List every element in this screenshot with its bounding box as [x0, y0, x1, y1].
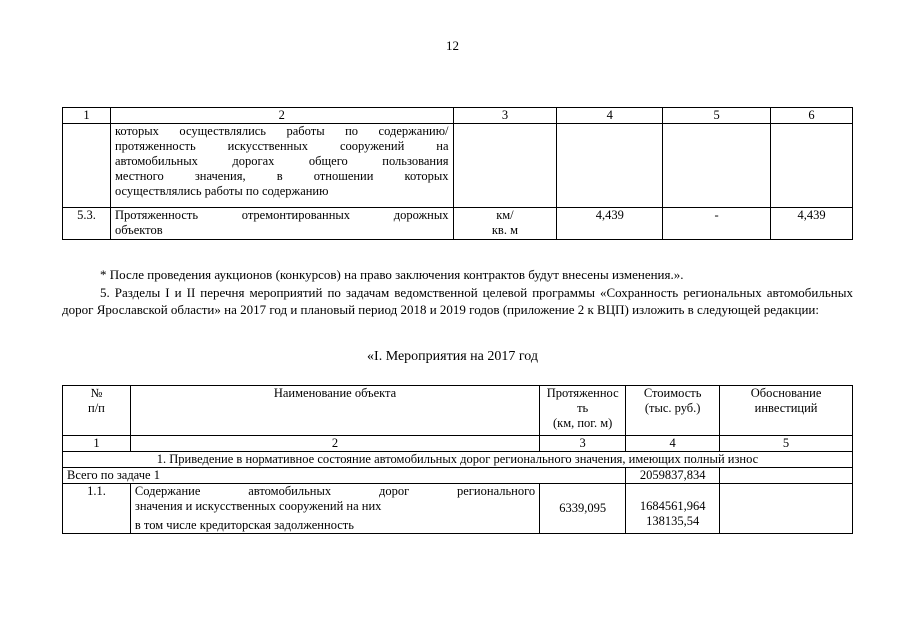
cost-cell — [626, 484, 720, 534]
header-cell: Протяженнос ть (км, пог. м) — [540, 386, 626, 436]
header-cell: 6 — [771, 108, 853, 124]
column-number: 3 — [540, 436, 626, 452]
unit-cell: км/ кв. м — [453, 208, 557, 240]
task-title-row — [63, 452, 853, 468]
indicators-table — [62, 107, 853, 240]
table-header-row — [63, 386, 853, 436]
column-number: 4 — [626, 436, 720, 452]
header-cell: Обоснование инвестиций — [720, 386, 853, 436]
header-cell: № п/п — [63, 386, 131, 436]
debt-value: 138135,54 — [646, 513, 700, 528]
text-line: осуществлялись работы по содержанию — [114, 184, 329, 198]
column-number: 2 — [130, 436, 539, 452]
row-number: 5.3. — [63, 208, 111, 240]
value-cell: 4,439 — [771, 208, 853, 240]
total-label: Всего по задаче 1 — [63, 468, 626, 484]
row-number: 1.1. — [63, 484, 131, 534]
continuation-text — [110, 124, 453, 208]
text-line: которых осуществлялись работы по содержанию/ — [114, 124, 449, 138]
value-cell: - — [663, 208, 771, 240]
value-cell: 4,439 — [557, 208, 663, 240]
header-cell: Наименование объекта — [130, 386, 539, 436]
column-number-row — [63, 436, 853, 452]
header-cell: 5 — [663, 108, 771, 124]
measures-table — [62, 385, 853, 534]
table-header-row — [63, 108, 853, 124]
table-row — [63, 208, 853, 240]
header-cell: 2 — [110, 108, 453, 124]
cost-value: 1684561,964 — [639, 498, 706, 513]
table-row — [63, 124, 853, 208]
header-cell: Стоимость (тыс. руб.) — [626, 386, 720, 436]
table-row — [63, 484, 853, 534]
text-line: протяженность искусственных сооружений на — [114, 139, 449, 153]
object-name: Содержание автомобильных дорог регионального значения и искусственных сооружений на них в том числе кредиторская задолженность — [130, 484, 539, 534]
header-cell: 3 — [453, 108, 557, 124]
column-number: 5 — [720, 436, 853, 452]
text-line: местного значения, в отношении которых — [114, 169, 449, 183]
header-cell: 4 — [557, 108, 663, 124]
text-line: автомобильных дорогах общего пользования — [114, 154, 449, 168]
total-cost: 2059837,834 — [626, 468, 720, 484]
section-title: «I. Мероприятия на 2017 год — [367, 349, 538, 364]
amendment-paragraph: 5. Разделы I и II перечня мероприятий по задачам ведомственной целевой программы «Сохранность региональных автомобильных дорог Ярославской области» на 2017 год и плановый период 2018 и 2019 годов (приложение 2 к ВЦП) изложить в следующей редакции: — [62, 285, 853, 317]
task-title: 1. Приведение в нормативное состояние автомобильных дорог регионального значения, имеющих полный износ — [63, 452, 853, 468]
footnote: * После проведения аукционов (конкурсов) на право заключения контрактов будут внесены изменения.». — [100, 267, 684, 282]
page-number: 12 — [446, 38, 459, 53]
indicator-name: Протяженность отремонтированных дорожных объектов — [110, 208, 453, 240]
header-cell: 1 — [63, 108, 111, 124]
column-number: 1 — [63, 436, 131, 452]
length-value: 6339,095 — [540, 484, 626, 534]
total-row — [63, 468, 853, 484]
